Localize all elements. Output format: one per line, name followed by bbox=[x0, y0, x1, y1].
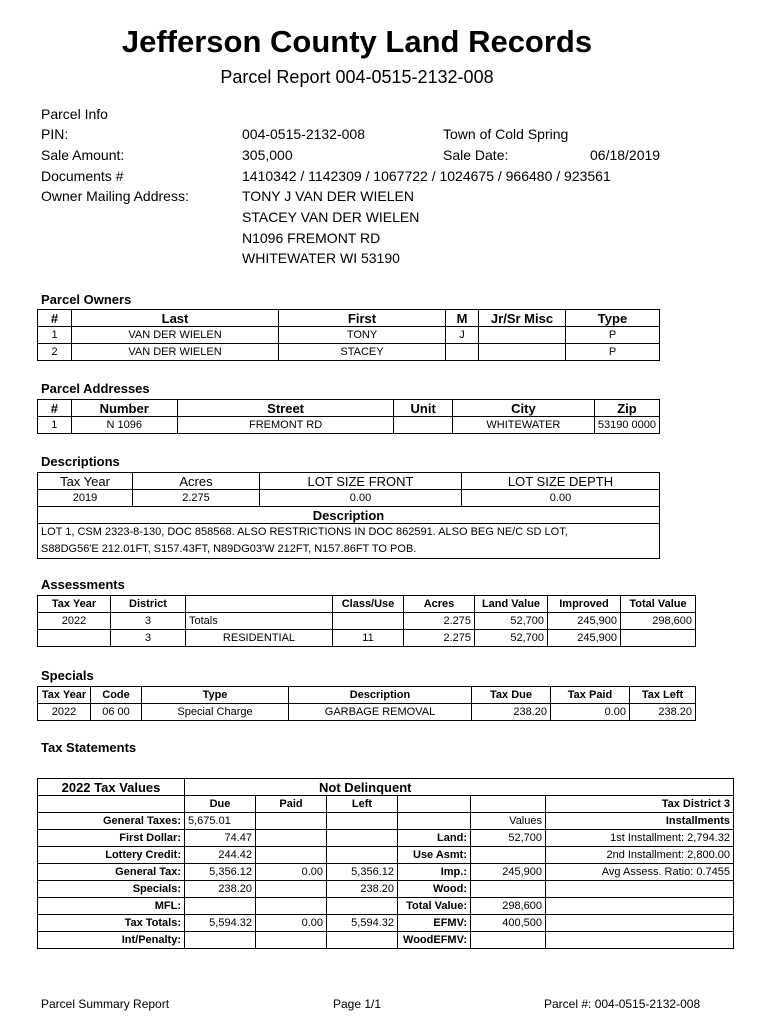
description-row bbox=[38, 524, 660, 559]
descriptions-table bbox=[37, 472, 660, 559]
table-header-row bbox=[38, 687, 696, 704]
table-row bbox=[38, 630, 696, 647]
table-cell bbox=[546, 898, 734, 915]
table-cell: 245,900 bbox=[471, 864, 546, 881]
table-cell bbox=[256, 830, 327, 847]
table-cell bbox=[398, 796, 471, 813]
table-row bbox=[38, 327, 660, 344]
table-cell: 5,356.12 bbox=[185, 864, 256, 881]
value-label: Use Asmt: bbox=[398, 847, 471, 864]
table-cell: N 1096 bbox=[71, 417, 177, 434]
table-cell bbox=[327, 830, 398, 847]
sale-amount-label: Sale Amount: bbox=[41, 147, 125, 163]
sale-amount-value: 305,000 bbox=[242, 147, 293, 163]
table-cell: 2.275 bbox=[133, 490, 260, 507]
table-cell: STACEY bbox=[279, 344, 446, 361]
table-cell bbox=[546, 932, 734, 949]
table-cell: FREMONT RD bbox=[177, 417, 394, 434]
table-cell bbox=[446, 344, 479, 361]
table-cell: 400,500 bbox=[471, 915, 546, 932]
values-header: Values bbox=[471, 813, 546, 830]
value-label: Total Value: bbox=[398, 898, 471, 915]
owner-address-line: TONY J VAN DER WIELEN bbox=[242, 188, 414, 204]
table-cell: 2022 bbox=[38, 704, 91, 721]
page-title: Jefferson County Land Records bbox=[121, 24, 593, 59]
column-header: Tax District 3 bbox=[546, 796, 734, 813]
table-cell: 244.42 bbox=[185, 847, 256, 864]
table-row bbox=[38, 881, 734, 898]
table-cell bbox=[546, 779, 734, 796]
value-label: Land: bbox=[398, 830, 471, 847]
table-cell bbox=[256, 881, 327, 898]
table-cell bbox=[327, 898, 398, 915]
table-cell bbox=[256, 813, 327, 830]
table-cell: 238.20 bbox=[630, 704, 696, 721]
table-cell bbox=[394, 417, 453, 434]
table-cell: 1st Installment: 2,794.32 bbox=[546, 830, 734, 847]
table-cell: 5,356.12 bbox=[327, 864, 398, 881]
table-cell: Totals bbox=[186, 613, 333, 630]
table-row bbox=[38, 864, 734, 881]
table-row bbox=[38, 613, 696, 630]
town-value: Town of Cold Spring bbox=[443, 126, 569, 142]
table-row bbox=[38, 490, 660, 507]
row-label: Specials: bbox=[38, 881, 185, 898]
table-cell: 5,594.32 bbox=[327, 915, 398, 932]
documents-label: Documents # bbox=[41, 168, 124, 184]
description-line: LOT 1, CSM 2323-8-130, DOC 858568. ALSO RESTRICTIONS IN DOC 862591. ALSO BEG NE/C SD LOT, bbox=[41, 526, 568, 538]
table-cell: 238.20 bbox=[185, 881, 256, 898]
description-heading-row bbox=[38, 507, 660, 524]
column-header: First bbox=[279, 310, 446, 327]
table-cell: 2022 bbox=[38, 613, 111, 630]
owner-address-line: STACEY VAN DER WIELEN bbox=[242, 209, 420, 225]
column-header: Number bbox=[71, 400, 177, 417]
column-header: Total Value bbox=[621, 596, 696, 613]
column-header bbox=[186, 596, 333, 613]
row-label: Int/Penalty: bbox=[38, 932, 185, 949]
table-cell bbox=[327, 932, 398, 949]
table-cell bbox=[398, 813, 471, 830]
table-cell bbox=[256, 898, 327, 915]
table-cell bbox=[38, 630, 111, 647]
description-heading: Description bbox=[38, 507, 660, 524]
column-header: LOT SIZE FRONT bbox=[260, 473, 462, 490]
owners-table bbox=[37, 309, 660, 361]
table-cell: GARBAGE REMOVAL bbox=[289, 704, 472, 721]
description-text bbox=[38, 524, 660, 559]
table-row bbox=[38, 915, 734, 932]
table-cell: 3 bbox=[111, 630, 186, 647]
description-line: S88DG56'E 212.01FT, S157.43FT, N89DG03'W 212FT, N157.86FT TO POB. bbox=[41, 543, 417, 555]
table-cell: VAN DER WIELEN bbox=[72, 327, 279, 344]
table-cell: 238.20 bbox=[472, 704, 551, 721]
column-header: Tax Due bbox=[472, 687, 551, 704]
table-header-row bbox=[38, 813, 734, 830]
table-cell: 1 bbox=[38, 327, 72, 344]
table-cell: 0.00 bbox=[256, 864, 327, 881]
table-cell bbox=[185, 898, 256, 915]
table-cell bbox=[471, 796, 546, 813]
page-subtitle: Parcel Report 004-0515-2132-008 bbox=[220, 67, 494, 87]
table-cell: 298,600 bbox=[471, 898, 546, 915]
addresses-heading: Parcel Addresses bbox=[41, 381, 150, 396]
column-header: Acres bbox=[404, 596, 475, 613]
column-header: Unit bbox=[394, 400, 453, 417]
table-header-row bbox=[38, 400, 660, 417]
table-cell bbox=[546, 915, 734, 932]
column-header: Zip bbox=[594, 400, 659, 417]
table-cell bbox=[327, 813, 398, 830]
table-row bbox=[38, 344, 660, 361]
column-header: Tax Year bbox=[38, 596, 111, 613]
table-header-row bbox=[38, 796, 734, 813]
owner-address-line: WHITEWATER WI 53190 bbox=[242, 250, 400, 266]
pin-label: PIN: bbox=[41, 126, 69, 142]
value-label: Imp.: bbox=[398, 864, 471, 881]
table-cell: 2019 bbox=[38, 490, 133, 507]
table-cell: 238.20 bbox=[327, 881, 398, 898]
table-cell: 245,900 bbox=[548, 613, 621, 630]
row-label: First Dollar: bbox=[38, 830, 185, 847]
addresses-table bbox=[37, 399, 660, 434]
column-header: M bbox=[446, 310, 479, 327]
owner-address-line: N1096 FREMONT RD bbox=[242, 230, 381, 246]
tax-values-title-row bbox=[38, 779, 734, 796]
table-cell bbox=[185, 932, 256, 949]
table-cell: 0.00 bbox=[260, 490, 462, 507]
footer-parcel: Parcel #: 004-0515-2132-008 bbox=[544, 997, 701, 1011]
column-header: Tax Paid bbox=[551, 687, 630, 704]
column-header: Class/Use bbox=[333, 596, 404, 613]
column-header: # bbox=[38, 310, 72, 327]
column-header: Description bbox=[289, 687, 472, 704]
table-row bbox=[38, 417, 660, 434]
value-label: Wood: bbox=[398, 881, 471, 898]
column-header: Paid bbox=[256, 796, 327, 813]
table-cell: Special Charge bbox=[142, 704, 289, 721]
table-cell: 1 bbox=[38, 417, 72, 434]
column-header: Due bbox=[185, 796, 256, 813]
column-header: Land Value bbox=[475, 596, 548, 613]
table-cell: 52,700 bbox=[475, 630, 548, 647]
descriptions-heading: Descriptions bbox=[41, 454, 120, 469]
table-cell bbox=[471, 881, 546, 898]
row-label: Tax Totals: bbox=[38, 915, 185, 932]
delinquency-status: Not Delinquent bbox=[185, 779, 546, 796]
table-cell: 11 bbox=[333, 630, 404, 647]
table-cell bbox=[479, 344, 566, 361]
table-cell: VAN DER WIELEN bbox=[72, 344, 279, 361]
sale-date-value: 06/18/2019 bbox=[590, 147, 661, 163]
table-header-row bbox=[38, 596, 696, 613]
table-cell: TONY bbox=[279, 327, 446, 344]
assessments-heading: Assessments bbox=[41, 577, 125, 592]
table-cell: 298,600 bbox=[621, 613, 696, 630]
owner-address-label: Owner Mailing Address: bbox=[41, 188, 189, 204]
table-cell: 0.00 bbox=[462, 490, 660, 507]
tax-values-table bbox=[37, 778, 734, 949]
table-cell: P bbox=[566, 344, 660, 361]
table-row bbox=[38, 932, 734, 949]
table-row bbox=[38, 830, 734, 847]
installments-header: Installments bbox=[546, 813, 734, 830]
table-cell: J bbox=[446, 327, 479, 344]
column-header: Left bbox=[327, 796, 398, 813]
table-row bbox=[38, 898, 734, 915]
owners-heading: Parcel Owners bbox=[41, 292, 132, 307]
row-label: Lottery Credit: bbox=[38, 847, 185, 864]
row-label: General Taxes: bbox=[38, 813, 185, 830]
table-cell bbox=[256, 847, 327, 864]
table-cell: 245,900 bbox=[548, 630, 621, 647]
pin-value: 004-0515-2132-008 bbox=[242, 126, 365, 142]
table-cell: 53190 0000 bbox=[594, 417, 659, 434]
table-cell: 5,675.01 bbox=[185, 813, 256, 830]
table-row bbox=[38, 704, 696, 721]
table-cell: 0.00 bbox=[256, 915, 327, 932]
documents-value: 1410342 / 1142309 / 1067722 / 1024675 / 966480 / 923561 bbox=[242, 168, 611, 184]
parcel-info-heading: Parcel Info bbox=[41, 106, 108, 122]
tax-values-title: 2022 Tax Values bbox=[38, 779, 185, 796]
sale-date-label: Sale Date: bbox=[443, 147, 509, 163]
table-cell: 2 bbox=[38, 344, 72, 361]
table-cell: 0.00 bbox=[551, 704, 630, 721]
column-header: District bbox=[111, 596, 186, 613]
column-header: Tax Year bbox=[38, 687, 91, 704]
column-header: # bbox=[38, 400, 72, 417]
table-cell bbox=[621, 630, 696, 647]
table-cell: 2.275 bbox=[404, 630, 475, 647]
table-cell: 2nd Installment: 2,800.00 bbox=[546, 847, 734, 864]
tax-statements-heading: Tax Statements bbox=[41, 740, 137, 755]
table-cell: 52,700 bbox=[471, 830, 546, 847]
table-row bbox=[38, 847, 734, 864]
table-cell bbox=[479, 327, 566, 344]
value-label: WoodEFMV: bbox=[398, 932, 471, 949]
table-cell: RESIDENTIAL bbox=[186, 630, 333, 647]
column-header: City bbox=[452, 400, 594, 417]
table-cell: 5,594.32 bbox=[185, 915, 256, 932]
table-cell bbox=[471, 932, 546, 949]
table-cell bbox=[471, 847, 546, 864]
column-header: LOT SIZE DEPTH bbox=[462, 473, 660, 490]
column-header: Last bbox=[72, 310, 279, 327]
column-header: Jr/Sr Misc bbox=[479, 310, 566, 327]
column-header: Type bbox=[142, 687, 289, 704]
table-cell: P bbox=[566, 327, 660, 344]
table-cell: WHITEWATER bbox=[452, 417, 594, 434]
value-label: EFMV: bbox=[398, 915, 471, 932]
specials-heading: Specials bbox=[41, 668, 94, 683]
table-header-row bbox=[38, 473, 660, 490]
table-cell: 52,700 bbox=[475, 613, 548, 630]
assessments-table bbox=[37, 595, 696, 647]
table-cell bbox=[38, 796, 185, 813]
column-header: Code bbox=[91, 687, 142, 704]
column-header: Tax Left bbox=[630, 687, 696, 704]
footer-page: Page 1/1 bbox=[333, 997, 382, 1011]
table-cell: 3 bbox=[111, 613, 186, 630]
row-label: General Tax: bbox=[38, 864, 185, 881]
table-cell: 2.275 bbox=[404, 613, 475, 630]
row-label: MFL: bbox=[38, 898, 185, 915]
column-header: Type bbox=[566, 310, 660, 327]
column-header: Improved bbox=[548, 596, 621, 613]
table-cell: Avg Assess. Ratio: 0.7455 bbox=[546, 864, 734, 881]
table-cell bbox=[256, 932, 327, 949]
table-cell bbox=[327, 847, 398, 864]
specials-table bbox=[37, 686, 696, 721]
footer-left: Parcel Summary Report bbox=[41, 997, 170, 1011]
table-cell bbox=[546, 881, 734, 898]
column-header: Acres bbox=[133, 473, 260, 490]
column-header: Street bbox=[177, 400, 394, 417]
column-header: Tax Year bbox=[38, 473, 133, 490]
table-cell bbox=[333, 613, 404, 630]
table-cell: 74.47 bbox=[185, 830, 256, 847]
table-cell: 06 00 bbox=[91, 704, 142, 721]
table-header-row bbox=[38, 310, 660, 327]
